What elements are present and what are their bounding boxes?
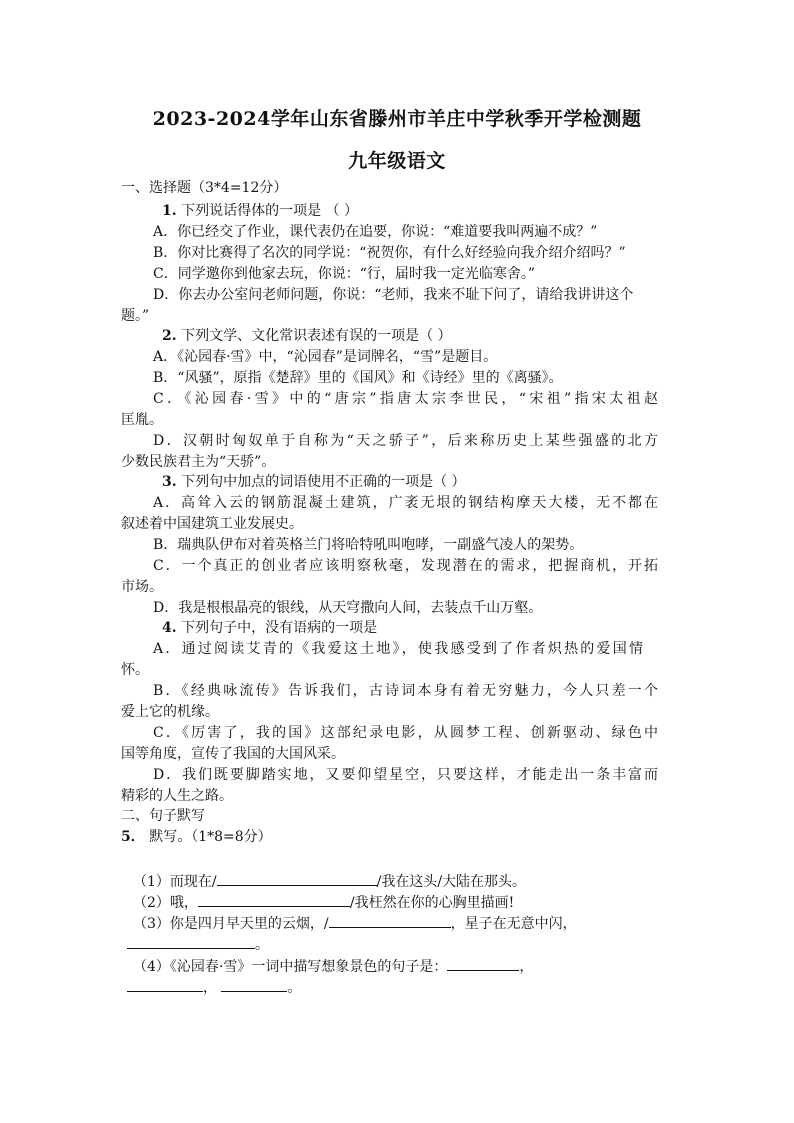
- question-text: 下列句子中，没有语病的一项是: [181, 620, 378, 636]
- question-1-stem: [162, 201, 358, 221]
- question-4-option-a-cont: 怀。: [121, 662, 149, 678]
- question-2-option-c: C．《沁园春·雪》中的“唐宗”指唐太宗李世民，“宋祖”指宋太祖赵: [153, 391, 658, 407]
- question-text: 默写。（1*8=8分）: [149, 829, 272, 845]
- item-suffix: 。: [255, 937, 269, 953]
- question-2-option-b: B．“风骚”，原指《楚辞》里的《国风》和《诗经》里的《离骚》。: [153, 370, 563, 386]
- question-4-option-b: B．《经典咏流传》告诉我们，古诗词本身有着无穷魅力，今人只差一个: [153, 683, 658, 699]
- item-separator: ，: [203, 980, 217, 996]
- question-4-option-c: C．《厉害了，我的国》这部纪录电影，从圆梦工程、创新驱动、绿色中: [153, 725, 658, 741]
- answer-blank[interactable]: [198, 891, 350, 907]
- question-text: 下列句中加点的词语使用不正确的一项是（ ）: [181, 474, 466, 490]
- question-2-option-d: D．汉朝时匈奴单于自称为“天之骄子”，后来称历史上某些强盛的北方: [153, 433, 658, 449]
- question-number: 4.: [162, 620, 177, 636]
- question-1-option-a: A．你已经交了作业，课代表仍在追要，你说：“难道要我叫两遍不成？”: [153, 224, 598, 240]
- question-number: 1.: [162, 203, 177, 219]
- exam-subtitle: 九年级语文: [348, 150, 446, 172]
- dictation-item-3: [133, 912, 577, 934]
- dictation-item-3-cont: [127, 933, 269, 955]
- question-2-option-a: A．《沁园春·雪》中，“沁园春”是词牌名，“雪”是题目。: [153, 349, 498, 365]
- answer-blank[interactable]: [127, 976, 203, 992]
- item-suffix: /我枉然在你的心胸里描画!: [349, 895, 515, 911]
- item-prefix: （1）而现在/: [133, 874, 217, 890]
- question-3-stem: [162, 472, 466, 492]
- question-3-option-a: A．高耸入云的钢筋混凝土建筑，广袤无垠的钢结构摩天大楼，无不都在: [153, 495, 658, 511]
- item-suffix: /我在这头/大陆在那头。: [376, 874, 527, 890]
- section-heading-choice: 一、选择题（3*4=12分）: [121, 180, 288, 196]
- dictation-item-4-cont: [127, 976, 301, 998]
- item-prefix: （3）你是四月早天里的云烟，/: [133, 916, 329, 932]
- question-5-stem: [121, 827, 272, 847]
- answer-blank[interactable]: [127, 933, 255, 949]
- question-3-option-a-cont: 叙述着中国建筑工业发展史。: [121, 516, 303, 532]
- question-4-option-c-cont: 国等角度，宣传了我国的大国风采。: [121, 746, 345, 762]
- dictation-item-2: [133, 891, 514, 913]
- question-1-option-d-cont: 题。”: [121, 308, 150, 324]
- question-number: 2.: [162, 328, 177, 344]
- section-heading-dictation: 二、句子默写: [121, 808, 205, 824]
- question-3-option-b: B．瑞典队伊布对着英格兰门将哈特吼叫咆哮，一副盛气凌人的架势。: [153, 537, 584, 553]
- answer-blank[interactable]: [447, 955, 519, 971]
- question-1-option-d: D．你去办公室问老师问题，你说：“老师，我来不耻下问了，请给我讲讲这个: [153, 287, 634, 303]
- question-4-option-d-cont: 精彩的人生之路。: [121, 788, 233, 804]
- exam-title: 2023-2024学年山东省滕州市羊庄中学秋季开学检测题: [152, 108, 642, 130]
- item-separator: ，: [519, 959, 534, 975]
- dictation-item-4: [133, 955, 533, 977]
- question-3-option-c: C．一个真正的创业者应该明察秋毫，发现潜在的需求，把握商机，开拓: [153, 558, 658, 574]
- question-number: 5．: [121, 829, 145, 845]
- question-2-option-c-cont: 匡胤。: [121, 412, 163, 428]
- question-number: 3.: [162, 474, 177, 490]
- dictation-item-1: [133, 870, 526, 892]
- question-2-option-d-cont: 少数民族君主为“天骄”。: [121, 454, 276, 470]
- answer-blank[interactable]: [221, 976, 287, 992]
- question-4-option-d: D．我们既要脚踏实地，又要仰望星空，只要这样，才能走出一条丰富而: [153, 767, 658, 783]
- question-3-option-c-cont: 市场。: [121, 579, 163, 595]
- question-4-stem: [162, 618, 377, 638]
- question-text: 下列说话得体的一项是 （ ）: [181, 203, 358, 219]
- question-2-stem: [162, 326, 452, 346]
- question-text: 下列文学、文化常识表述有误的一项是（ ）: [181, 328, 452, 344]
- item-prefix: （4）《沁园春·雪》一词中描写想象景色的句子是：: [133, 959, 448, 975]
- question-1-option-c: C．同学邀你到他家去玩，你说：“行，届时我一定光临寒舍。”: [153, 266, 536, 282]
- question-3-option-d: D．我是根根晶亮的银线，从天穹撒向人间，去装点千山万壑。: [153, 600, 543, 616]
- item-suffix: ，星子在无意中闪，: [450, 916, 577, 932]
- item-suffix: 。: [287, 980, 302, 996]
- answer-blank[interactable]: [217, 870, 377, 886]
- item-prefix: （2）哦，: [133, 895, 198, 911]
- question-1-option-b: B．你对比赛得了名次的同学说：“祝贺你，有什么好经验向我介绍介绍吗？”: [153, 245, 626, 261]
- answer-blank[interactable]: [329, 912, 451, 928]
- question-4-option-a: A．通过阅读艾青的《我爱这土地》，使我感受到了作者炽热的爱国情: [153, 641, 643, 657]
- question-4-option-b-cont: 爱上它的机缘。: [121, 704, 219, 720]
